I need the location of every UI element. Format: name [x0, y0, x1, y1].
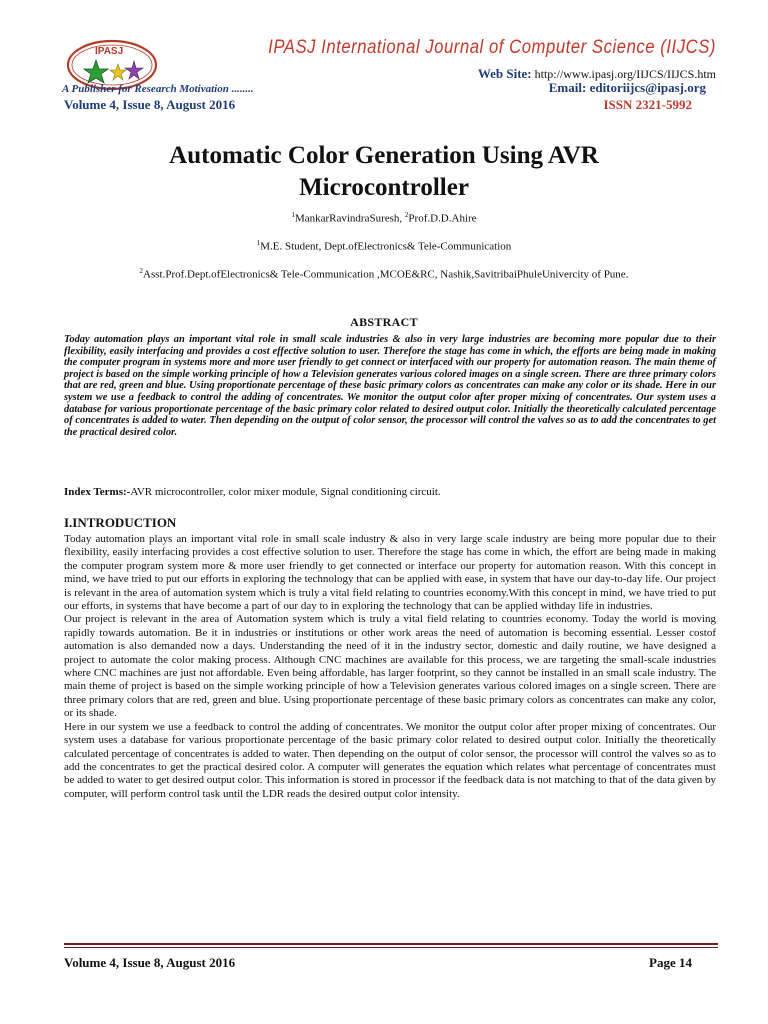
issn: ISSN 2321-5992 [603, 97, 692, 112]
author1-sup: 1 [291, 211, 295, 219]
affil2-sup: 2 [139, 267, 144, 275]
publisher-tagline: A Publisher for Research Motivation ........ [62, 83, 254, 95]
logo-text: IPASJ [95, 46, 124, 57]
email-address[interactable]: editoriijcs@ipasj.org [589, 80, 706, 95]
paper-title [60, 140, 708, 204]
website-url[interactable]: http://www.ipasj.org/IIJCS/IIJCS.htm [534, 67, 716, 81]
footer-divider [64, 943, 718, 945]
index-terms-text: AVR microcontroller, color mixer module, Signal conditioning circuit. [130, 486, 441, 498]
email-line [430, 80, 706, 96]
abstract-heading: ABSTRACT [350, 315, 418, 329]
paper-title-line1: Automatic Color Generation Using AVR [169, 142, 599, 169]
journal-title: IPASJ International Journal of Computer Science (IIJCS) [268, 37, 716, 58]
intro-paragraph: Here in our system we use a feedback to control the adding of concentrates. We monitor the output color after proper mixing of concentrates. Our system uses a database for various proportionate percentage of the basic primary color related to desired output color. Initially the theoretically calculated percentage of concentrates is added to water. Then depending on the output of color sensor, the processor will control the valves so as to add the concentrates to get the practical desired color. A computer will generates the equation which relates what percentage of concentrates must be added to water to get desired output color. This information is stored in processor if the feedback data is not matching to that of the data given by computer, will perform control task until the LDR reads the desired output color intensity. [64, 720, 716, 800]
affiliation-2 [60, 267, 708, 281]
author2: Prof.D.D.Ahire [408, 212, 477, 225]
index-terms [64, 486, 716, 498]
email-label: Email: [548, 80, 587, 95]
affiliation-1 [60, 239, 708, 253]
author2-sup: 2 [404, 211, 409, 219]
affil1-text: M.E. Student, Dept.ofElectronics& Tele-Communication [260, 240, 512, 253]
index-terms-label: Index Terms:- [64, 486, 131, 498]
volume-issue-header: Volume 4, Issue 8, August 2016 [64, 97, 236, 112]
abstract-text: Today automation plays an important vital role in small scale industries & also in very large industries are becoming more popular due to their flexibility, easily interfacing and provides a cost effective solution to user. Therefore the stage has come in which, the efforts are being made in making the computer program in systems more and more user friendly to get connect or interfaced with our property for automation reason. The main theme of project is based on the simple working principle of how a Television generates various colored images on a single screen. There are three primary colors that are red, green and blue. Using proportionate percentage of these basic primary colors as concentrates can make any color or its shade. Here in our system we use a feedback to control the adding of concentrates. We monitor the output color after proper mixing of concentrates. Our system uses a database for various proportionate percentage of the basic primary color related to desired output color. Initially the theoretically calculated percentage of concentrates is added to water. Then depending on the output of color sensor, the processor will control the valves so as to add the concentrates to get the practical desired color. [64, 334, 716, 438]
authors [60, 211, 708, 225]
paper-title-line2: Microcontroller [299, 174, 469, 201]
footer-divider-thin [64, 947, 718, 948]
affil1-sup: 1 [256, 239, 261, 247]
footer-volume-issue: Volume 4, Issue 8, August 2016 [64, 955, 236, 970]
intro-paragraph: Our project is relevant in the area of Automation system which is truly a vital field relating to countries economy. Today the world is moving rapidly towards automation. Be it in industries or institutions or other work areas the need of automation is becoming essential. Lesser costof automation is also demanded now a days. Understanding the need of it in the industry sector, domestic and daily routine, we have designed a project to automate the color making process. Although CNC machines are available for this process, we are targeting the small-scale industries where CNC machines are just not affordable. Even being affordable, has larger footprint, so they cannot be installed in an small scale industry. The main theme of project is based on the simple working principle of how a Television generates various colored images on a single screen. There are three primary colors that are red, green and blue. Using proportionate percentage of these basic primary colors as concentrates can make any color, or its shade. [64, 613, 716, 720]
introduction-body [64, 533, 716, 801]
intro-paragraph: Today automation plays an important vital role in small scale industry & also in very large scale industry are being more popular due to their flexibility, easily interfacing provides a cost effective solution to user. Therefore the stage has come in which, the effort are being made in making the computer program system more & more user friendly to get connected or interface our property for automation reason. With this concept in mind, we have tried to put our efforts in exploring the technology that can be applied with ease, in system that have our day-to-day life. Our project is relevant in the area of automation system which is truly a vital field relating to countries economy.With this concept in mind, we have tried to put our efforts, in systems that have become a part of our day to in exploring the technology that can be applied withday life in industries. [64, 533, 716, 613]
website-label: Web Site: [477, 66, 532, 81]
page-number: Page 14 [649, 955, 692, 970]
affil2-text: Asst.Prof.Dept.ofElectronics& Tele-Communication ,MCOE&RC, Nashik,SavitribaiPhuleUnivercity of Pune. [143, 268, 629, 281]
author1: MankarRavindraSuresh, [294, 212, 405, 225]
introduction-heading: I.INTRODUCTION [64, 515, 177, 530]
